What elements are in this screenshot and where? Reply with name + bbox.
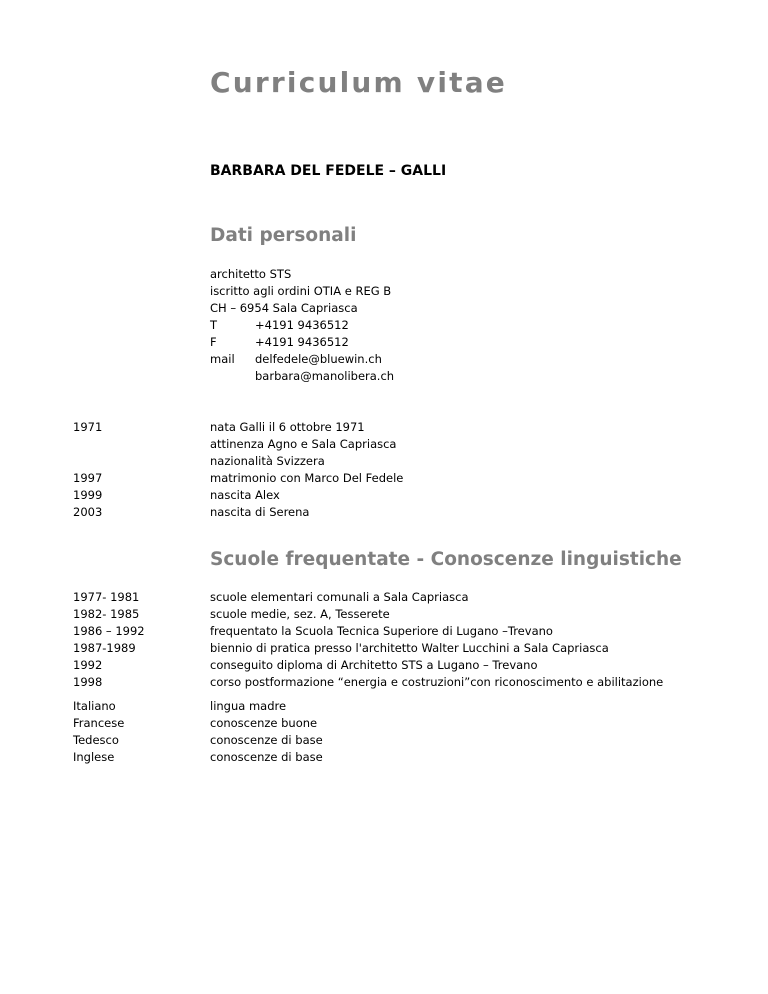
school-year: 1992 xyxy=(73,658,103,672)
personal-line: iscritto agli ordini OTIA e REG B xyxy=(210,284,392,298)
school-item: scuole elementari comunali a Sala Capriasca xyxy=(210,590,469,604)
mail-row xyxy=(210,351,394,368)
bio-item: matrimonio con Marco Del Fedele xyxy=(210,471,404,485)
language-level: conoscenze buone xyxy=(210,716,318,730)
language-level: conoscenze di base xyxy=(210,733,323,747)
language-name: Italiano xyxy=(73,699,116,713)
bio-year: 1971 xyxy=(73,420,103,434)
bio-items xyxy=(210,419,403,521)
language-name: Francese xyxy=(73,716,125,730)
language-name: Inglese xyxy=(73,750,115,764)
bio-year: 1997 xyxy=(73,471,103,485)
bio-item: nascita Alex xyxy=(210,488,280,502)
language-level: conoscenze di base xyxy=(210,750,323,764)
school-item: conseguito diploma di Architetto STS a Lugano – Trevano xyxy=(210,658,538,672)
school-year: 1998 xyxy=(73,675,103,689)
bio-year: 2003 xyxy=(73,505,103,519)
school-year: 1987-1989 xyxy=(73,641,136,655)
bio-item: attinenza Agno e Sala Capriasca xyxy=(210,437,397,451)
contact-key: T xyxy=(210,318,218,332)
school-year: 1986 – 1992 xyxy=(73,624,145,638)
school-year: 1982- 1985 xyxy=(73,607,140,621)
language-levels xyxy=(210,698,323,766)
contact-key: F xyxy=(210,335,217,349)
language-names xyxy=(73,698,124,766)
language-name: Tedesco xyxy=(73,733,119,747)
school-items xyxy=(210,589,663,691)
school-years xyxy=(73,589,145,691)
person-name: BARBARA DEL FEDELE – GALLI xyxy=(210,163,447,179)
phone-value: +4191 9436512 xyxy=(255,318,349,332)
bio-item: nata Galli il 6 ottobre 1971 xyxy=(210,420,365,434)
school-item: scuole medie, sez. A, Tesserete xyxy=(210,607,390,621)
document-title: Curriculum vitae xyxy=(210,66,508,99)
personal-details xyxy=(210,266,394,385)
school-item: corso postformazione “energia e costruzioni”con riconoscimento e abilitazione xyxy=(210,675,664,689)
address-line: CH – 6954 Sala Capriasca xyxy=(210,301,358,315)
section-heading-personal: Dati personali xyxy=(210,225,357,246)
mail-row xyxy=(210,368,394,385)
fax-value: +4191 9436512 xyxy=(255,335,349,349)
phone-row xyxy=(210,317,394,334)
school-item: frequentato la Scuola Tecnica Superiore di Lugano –Trevano xyxy=(210,624,553,638)
bio-item: nascita di Serena xyxy=(210,505,310,519)
bio-years xyxy=(73,419,102,521)
personal-line: architetto STS xyxy=(210,267,292,281)
bio-item: nazionalità Svizzera xyxy=(210,454,325,468)
bio-year: 1999 xyxy=(73,488,103,502)
contact-key xyxy=(210,368,255,385)
contact-key: mail xyxy=(210,352,235,366)
language-level: lingua madre xyxy=(210,699,287,713)
school-year: 1977- 1981 xyxy=(73,590,140,604)
bio-year xyxy=(73,453,102,470)
email-link[interactable]: delfedele@bluewin.ch xyxy=(255,352,382,366)
section-heading-schools: Scuole frequentate - Conoscenze linguistiche xyxy=(210,549,682,570)
email-link[interactable]: barbara@manolibera.ch xyxy=(255,369,395,383)
fax-row xyxy=(210,334,394,351)
school-item: biennio di pratica presso l'architetto Walter Lucchini a Sala Capriasca xyxy=(210,641,609,655)
bio-year xyxy=(73,436,102,453)
